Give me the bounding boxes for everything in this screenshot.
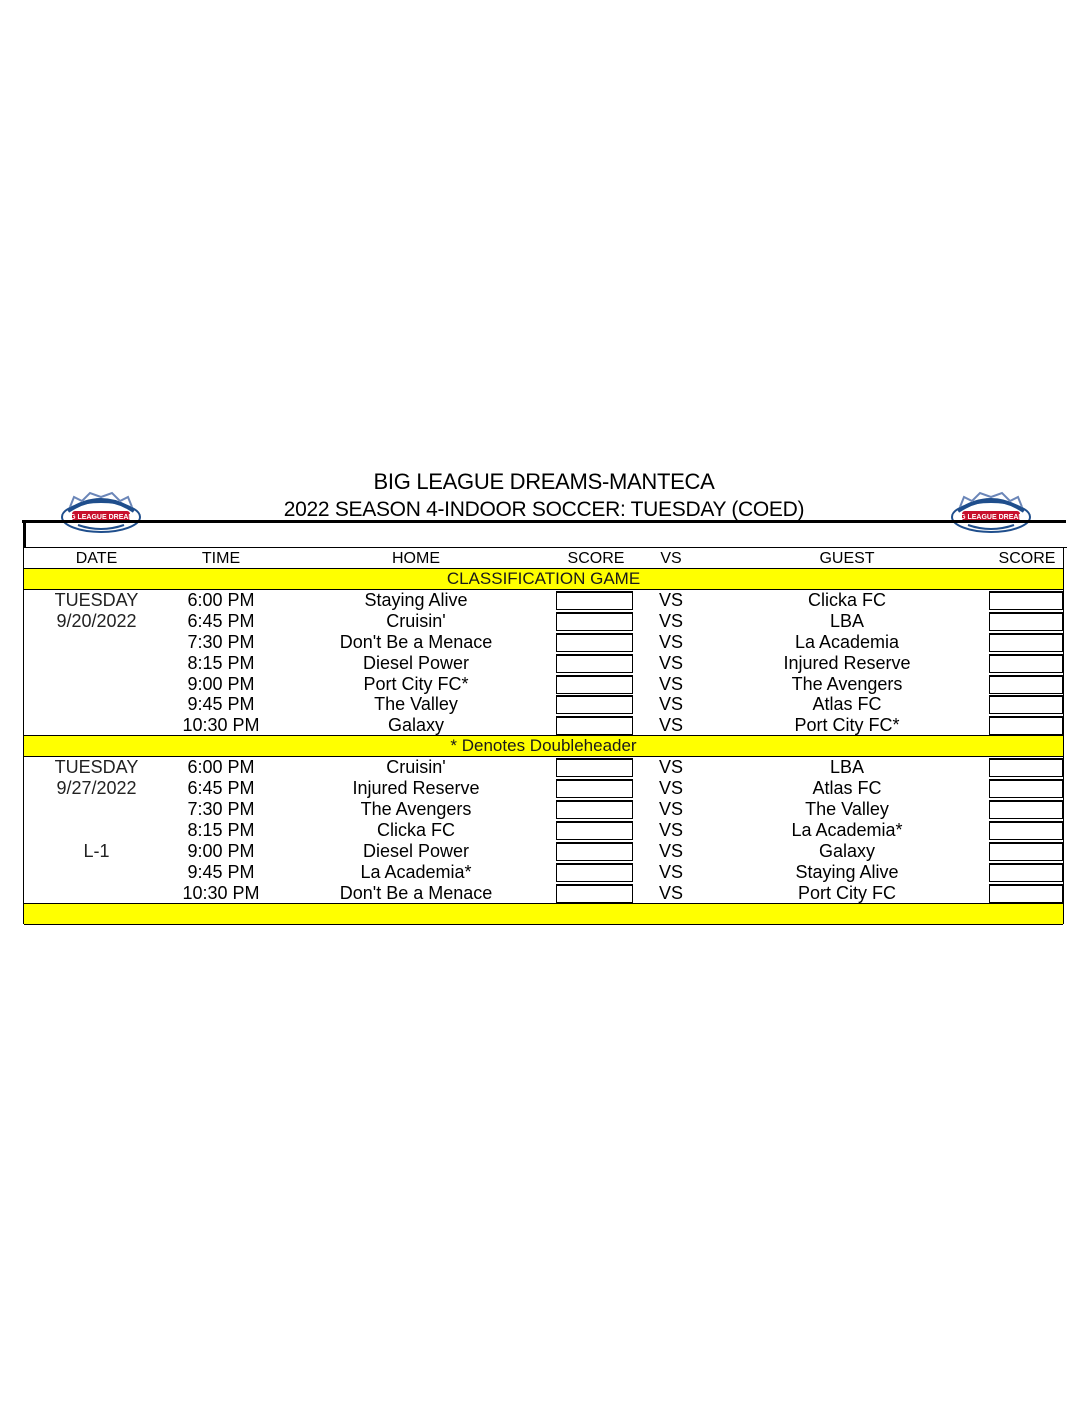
home-score-box[interactable] [556,821,633,840]
guest-score-box[interactable] [989,821,1063,840]
home-team: The Valley [374,694,458,714]
home-team: Don't Be a Menace [339,883,493,903]
home-team: Diesel Power [362,841,470,861]
guest-score-box[interactable] [989,863,1063,882]
game-time: 9:45 PM [187,694,255,714]
vs-label: VS [658,820,683,840]
col-header-guest: GUEST [819,550,875,567]
col-header-home: HOME [392,550,440,567]
col-header-home-score: SCORE [567,550,625,567]
game-time: 9:45 PM [187,862,255,882]
guest-team: The Avengers [791,674,903,694]
week1-date: 9/20/2022 [56,611,137,631]
col-header-guest-score: SCORE [998,550,1056,567]
guest-team: Port City FC [797,883,896,903]
home-team: Galaxy [387,715,445,735]
page-subtitle: 2022 SEASON 4-INDOOR SOCCER: TUESDAY (COED) [283,498,805,521]
home-score-box[interactable] [556,800,633,819]
home-team: Cruisin' [386,757,446,777]
vs-label: VS [658,632,683,652]
guest-team: La Academia* [791,820,903,840]
game-time: 8:15 PM [187,820,255,840]
vs-label: VS [658,674,683,694]
guest-score-box[interactable] [989,675,1063,694]
vs-label: VS [658,715,683,735]
home-score-box[interactable] [556,758,633,777]
game-time: 6:00 PM [187,590,255,610]
home-score-box[interactable] [556,779,633,798]
home-team: La Academia* [360,862,472,882]
game-time: 7:30 PM [187,799,255,819]
home-score-box[interactable] [556,675,633,694]
guest-team: Galaxy [818,841,876,861]
home-score-box[interactable] [556,842,633,861]
guest-score-box[interactable] [989,654,1063,673]
guest-score-box[interactable] [989,800,1063,819]
page-title: BIG LEAGUE DREAMS-MANTECA [373,469,715,494]
home-score-box[interactable] [556,863,633,882]
guest-score-box[interactable] [989,779,1063,798]
guest-team: Atlas FC [812,778,882,798]
vs-label: VS [658,590,683,610]
home-score-box[interactable] [556,654,633,673]
game-time: 7:30 PM [187,632,255,652]
home-team: Diesel Power [362,653,470,673]
guest-score-box[interactable] [989,633,1063,652]
guest-team: Staying Alive [795,862,899,882]
guest-score-box[interactable] [989,612,1063,631]
game-time: 8:15 PM [187,653,255,673]
vs-label: VS [658,841,683,861]
guest-team: La Academia [794,632,900,652]
home-team: The Avengers [360,799,472,819]
home-score-box[interactable] [556,695,633,714]
vs-label: VS [658,757,683,777]
blank-header-row [23,523,1067,548]
game-time: 6:45 PM [187,611,255,631]
guest-score-box[interactable] [989,884,1063,903]
guest-team: The Valley [805,799,889,819]
vs-label: VS [658,799,683,819]
guest-score-box[interactable] [989,842,1063,861]
guest-score-box[interactable] [989,695,1063,714]
home-team: Injured Reserve [352,778,480,798]
footer-band [24,903,1063,925]
guest-team: Clicka FC [807,590,886,610]
vs-label: VS [658,778,683,798]
vs-label: VS [658,862,683,882]
game-time: 9:00 PM [187,674,255,694]
home-score-box[interactable] [556,612,633,631]
vs-label: VS [658,653,683,673]
vs-label: VS [658,611,683,631]
logo-text: BIG LEAGUE DREAMS [63,514,139,521]
guest-score-box[interactable] [989,758,1063,777]
logo-text: BIG LEAGUE DREAMS [953,514,1029,521]
home-team: Port City FC* [363,674,469,694]
col-header-date: DATE [75,550,118,567]
home-score-box[interactable] [556,716,633,735]
col-header-vs: VS [660,550,682,567]
vs-label: VS [658,694,683,714]
doubleheader-note-band: * Denotes Doubleheader [24,735,1063,757]
guest-team: LBA [829,611,865,631]
guest-team: Atlas FC [812,694,882,714]
home-team: Cruisin' [386,611,446,631]
week1-day: TUESDAY [54,590,139,610]
game-time: 10:30 PM [182,883,260,903]
home-score-box[interactable] [556,884,633,903]
game-time: 6:45 PM [187,778,255,798]
guest-score-box[interactable] [989,591,1063,610]
game-time: 6:00 PM [187,757,255,777]
guest-team: Injured Reserve [783,653,911,673]
col-header-time: TIME [201,550,241,567]
week2-day: TUESDAY [54,757,139,777]
home-team: Staying Alive [364,590,468,610]
game-time: 10:30 PM [182,715,260,735]
classification-game-band: CLASSIFICATION GAME [24,568,1063,590]
guest-team: Port City FC* [794,715,900,735]
game-time: 9:00 PM [187,841,255,861]
guest-team: LBA [829,757,865,777]
home-score-box[interactable] [556,591,633,610]
week2-note: L-1 [83,841,110,861]
home-score-box[interactable] [556,633,633,652]
guest-score-box[interactable] [989,716,1063,735]
vs-label: VS [658,883,683,903]
home-team: Clicka FC [376,820,455,840]
week2-date: 9/27/2022 [56,778,137,798]
home-team: Don't Be a Menace [339,632,493,652]
